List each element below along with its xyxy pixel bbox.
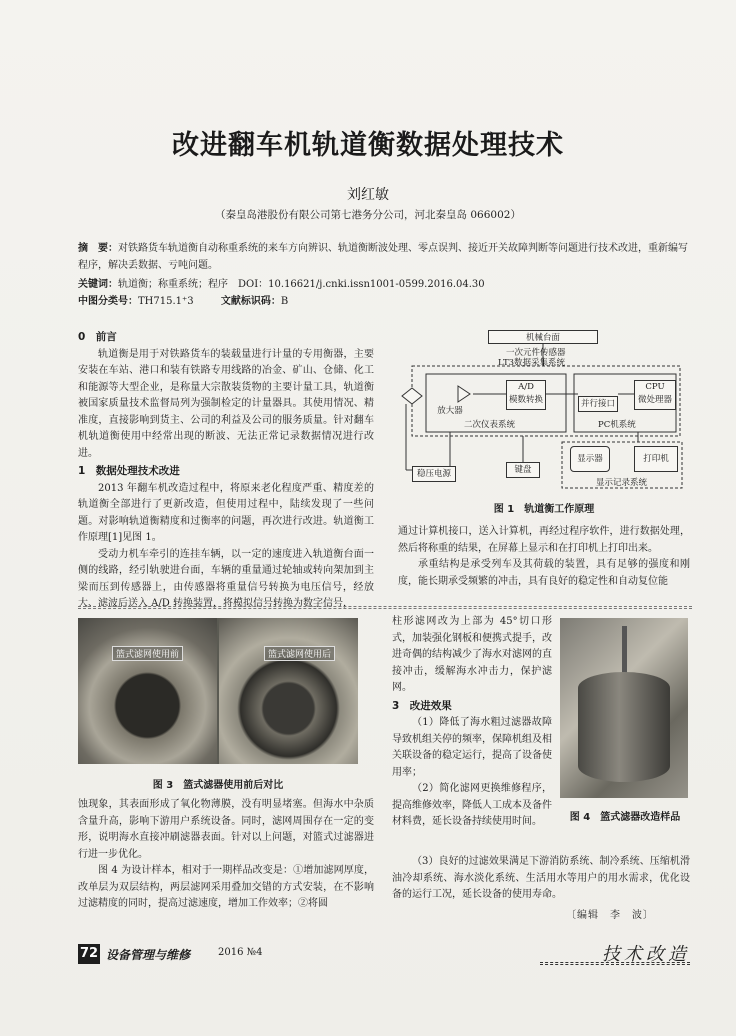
lt3-label: LT3数据采集系统	[498, 358, 566, 368]
section-1-heading: 1 数据处理技术改进	[78, 465, 180, 477]
affiliation: （秦皇岛港股份有限公司第七港务分公司，河北秦皇岛 066002）	[215, 209, 521, 221]
display-box: 显示器	[570, 446, 610, 472]
class-text: TH715.1⁺3	[138, 296, 194, 307]
amplifier-label: 放大器	[437, 406, 463, 416]
right-paragraph-1: 通过计算机接口，送入计算机，再经过程序软件，进行数据处理，然后将称重的结果，在屏幕上显示和在打印机上打印出来。	[398, 526, 690, 554]
section-0-paragraph: 轨道衡是用于对铁路货车的装载量进行计量的专用衡器，主要安装在车站、港口和装有铁路专用线路的冶金、矿山、仓储、化工和能源等大型企业，是称量大宗散装货物的主要计量工具，轨道衡被国家质量技术监督局列为强制检定的计量器具。其使用情况、精准度，直接影响到货主、公司的利益及公司的服务质量。针对翻车机轨道衡使用中经常出现的断波、无法正常记录数据情况进行改进。	[78, 348, 374, 459]
display-record-label: 显示记录系统	[596, 478, 648, 488]
left-column-top	[78, 328, 374, 613]
author: 刘红敏	[347, 187, 389, 203]
section-3-item-3: （3）良好的过滤效果满足下游消防系统、制冷系统、压缩机滑油冷却系统、海水淡化系统、生活用水等用户的用水需求，优化设备的运行工况，延长设备的使用寿命。	[392, 856, 690, 900]
filter-after-image	[219, 618, 358, 764]
printer-box: 打印机	[634, 446, 678, 472]
doc-label: 文献标识码：	[220, 296, 281, 307]
right-paragraph-2: 承重结构是承受列车及其荷载的装置，具有足够的强度和刚度，能长期承受频繁的冲击，具有良好的稳定性和自动复位能	[398, 559, 690, 587]
figure-4-caption: 图 4 篮式滤器改造样品	[569, 812, 681, 823]
section-3-item-1: （1）降低了海水粗过滤器故障导致机组关停的频率，保障机组及相关联设备的稳定运行，提高了设备使用率；	[392, 717, 552, 778]
figure-3-photo	[78, 618, 358, 764]
section-3-heading: 3 改进效果	[392, 699, 452, 712]
editor-credit: 〔编辑 李 波〕	[566, 910, 654, 921]
sensor-label: 一次元件传感器	[506, 348, 566, 358]
article-divider	[78, 606, 692, 609]
abstract-text: 对铁路货车轨道衡自动称重系统的来车方向辨识、轨道衡断波处理、零点误判、接近开关故障判断等问题进行技术改进，重新编写程序，解决丢数据、亏吨问题。	[78, 243, 688, 271]
page-number: 72	[78, 944, 100, 964]
article-title: 改进翻车机轨道衡数据处理技术	[172, 130, 564, 161]
secondary-instrument-label: 二次仪表系统	[464, 420, 516, 430]
adc-box: A/D 模数转换	[506, 380, 546, 410]
before-label: 篮式滤网使用前	[112, 646, 183, 661]
journal-name: 设备管理与维修	[106, 948, 191, 962]
classification	[78, 293, 690, 310]
right-column-bottom	[392, 854, 690, 904]
left-bottom-paragraph-2: 图 4 为设计样本，相对于一期样品改变是：①增加滤网厚度，改单层为双层结构，两层滤网采用叠加交错的方式安装，在不影响过滤精度的同时，提高过滤速度，增加工作效率；②将圆	[78, 865, 374, 909]
issue-number: 2016 №4	[218, 947, 263, 958]
middle-column	[392, 614, 552, 831]
keywords-text: 轨道衡；称重系统；程序 DOI：10.16621/j.cnki.issn1001-0599.2016.04.30	[118, 279, 485, 290]
cpu-box: CPU 微处理器	[634, 380, 676, 410]
doc-text: B	[280, 296, 289, 307]
figure-1-caption: 图 1 轨道衡工作原理	[493, 504, 595, 515]
parallel-port-box: 并行接口	[578, 396, 618, 412]
abstract-label: 摘 要：	[78, 243, 118, 254]
section-1-paragraph-2: 受动力机车牵引的连挂车辆，以一定的速度进入轨道衡台面一侧的线路，经引轨驶进台面，车辆的重量通过轮轴或转向架加到主梁而压到传感器上，由传感器将重量信号转换为电压信号，经放大、滤波后送入 A/D 转换装置，将模拟信号转换为数字信号，	[78, 548, 374, 609]
keywords	[78, 276, 690, 293]
page-footer	[78, 944, 690, 968]
figure-4-photo	[560, 618, 688, 798]
power-supply-box: 稳压电源	[412, 466, 456, 482]
middle-paragraph-1: 柱形滤网改为上部为 45°切口形式，加装强化钢板和便携式提手，改进奇偶的结构减少了海水对滤网的直接冲击，缓解海水冲击力，保护滤网。	[392, 616, 552, 693]
mechanical-platform-box: 机械台面	[488, 330, 598, 344]
basket-filter-image	[578, 672, 670, 782]
section-3-item-2: （2）简化滤网更换维修程序，提高维修效率，降低人工成本及备件材料费，延长设备持续使用时间。	[392, 783, 552, 827]
keywords-label: 关键词：	[78, 279, 118, 290]
right-column-top	[398, 524, 690, 590]
section-underline	[540, 962, 690, 965]
figure-3-caption: 图 3 篮式滤器使用前后对比	[152, 780, 284, 791]
class-label: 中图分类号：	[78, 296, 138, 307]
section-0-heading: 0 前言	[78, 331, 117, 343]
left-column-bottom	[78, 797, 374, 913]
after-label: 篮式滤网使用后	[264, 646, 335, 661]
figure-1-diagram	[398, 330, 690, 492]
section-name: 技术改造	[602, 944, 690, 965]
abstract	[78, 240, 690, 274]
left-bottom-paragraph-1: 蚀现象，其表面形成了氧化物薄膜，没有明显堵塞。但海水中杂质含量升高，影响下游用户系统设备。同时，滤网周围存在一定的变形，说明海水直接冲刷滤器表面。针对以上问题，对篮式过滤器进行进一步优化。	[78, 799, 374, 860]
keyboard-box: 键盘	[506, 462, 540, 478]
pc-system-label: PC机系统	[598, 420, 636, 430]
section-1-paragraph-1: 2013 年翻车机改造过程中，将原来老化程度严重、精度差的轨道衡全部进行了更新改造，但使用过程中，陆续发现了一些问题。对影响轨道衡精度和过衡率的问题，再次进行改进。轨道衡工作原理[1]见图 1。	[78, 482, 374, 543]
filter-before-image	[78, 618, 217, 764]
